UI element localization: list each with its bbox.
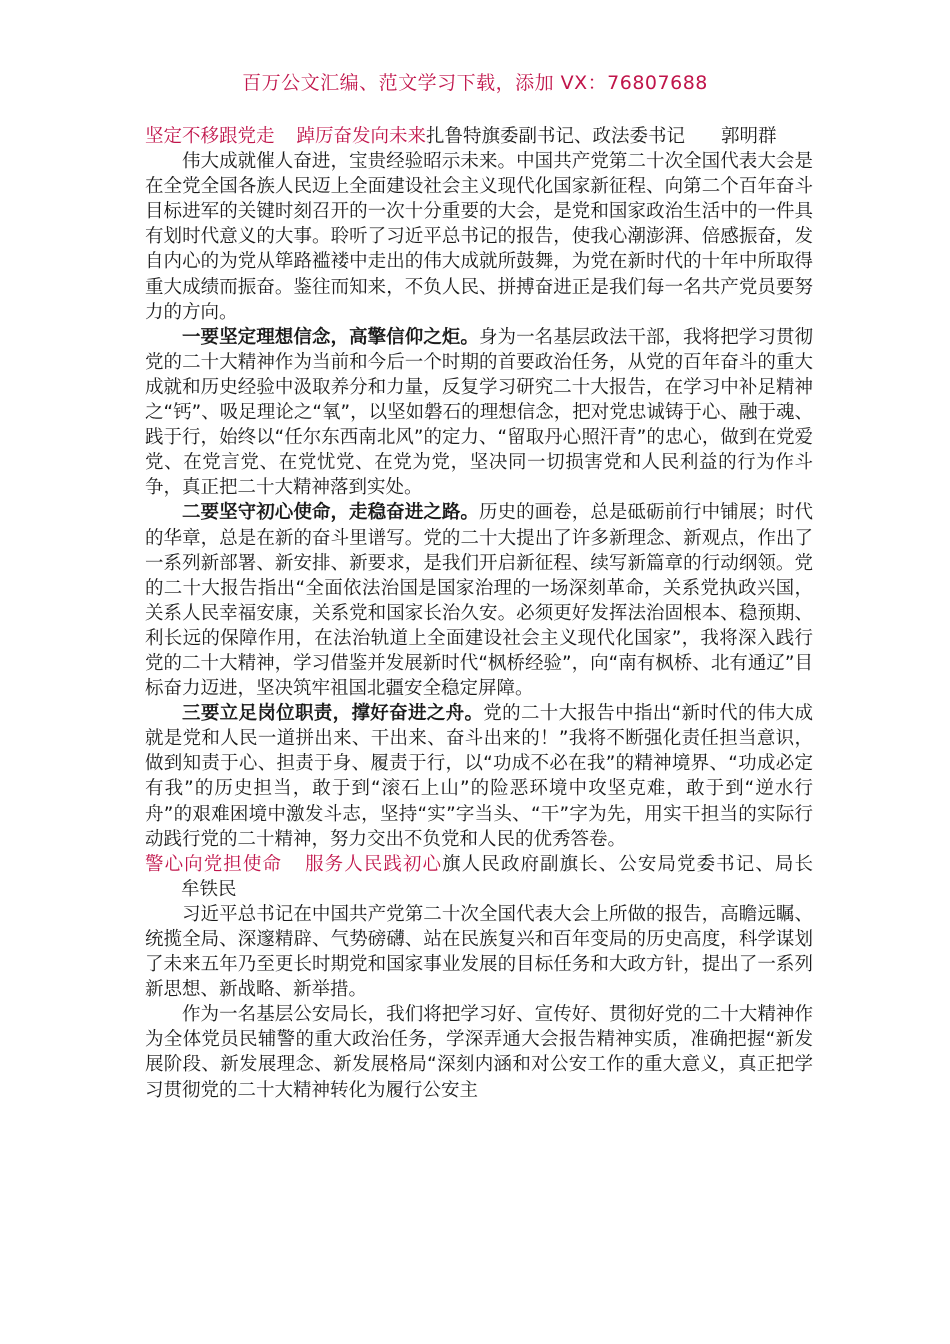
article1-point1-heading: 一要坚定理想信念，高擎信仰之炬。 [182,326,479,348]
article1-point1-paragraph [145,325,813,501]
article2-title-part2: 服务人民践初心 [304,853,443,875]
article1-title-part1: 坚定不移跟党走 [145,126,275,147]
article1-point2-body: 历史的画卷，总是砥砺前行中铺展；时代的华章，总是在新的奋斗里谱写。党的二十大提出了许多新理念、新观点，作出了一系列新部署、新安排、新要求，是我们开启新征程、续写新篇章的行动纲领。党的二十大报告指出“全面依法治国是国家治理的一场深刻革命，关系党执政兴国，关系人民幸福安康，关系党和国家长治久安。必须更好发挥法治固根本、稳预期、利长远的保障作用，在法治轨道上全面建设社会主义现代化国家”，我将深入践行党的二十大精神，学习借鉴并发展新时代“枫桥经验”，向“南有枫桥、北有通辽”目标奋力迈进，坚决筑牢祖国北疆安全稳定屏障。 [145,502,813,700]
article1-point3-paragraph [145,701,813,852]
article1-intro-paragraph: 伟大成就催人奋进，宝贵经验昭示未来。中国共产党第二十次全国代表大会是在全党全国各族人民迈上全面建设社会主义现代化国家新征程、向第二个百年奋斗目标进军的关键时刻召开的一次十分重要的大会，是党和国家政治生活中的一件具有划时代意义的大事。聆听了习近平总书记的报告，使我心潮澎湃、倍感振奋，发自内心的为党从筚路褴褛中走出的伟大成就所鼓舞，为党在新时代的十年中所取得重大成绩而振奋。鉴往而知来，不负人民、拼搏奋进正是我们每一名共产党员要努力的方向。 [145,151,813,323]
article1-point1-body: 身为一名基层政法干部，我将把学习贯彻党的二十大精神作为当前和今后一个时期的首要政治任务，从党的百年奋斗的重大成就和历史经验中汲取养分和力量，反复学习研究二十大报告，在学习中补足精神之“钙”、吸足理论之“氧”，以坚如磐石的理想信念，把对党忠诚铸于心、融于魂、践于行，始终以“任尔东西南北风”的定力、“留取丹心照汗青”的忠心，做到在党爱党、在党言党、在党忧党、在党为党，坚决同一切损害党和人民利益的行为作斗争，真正把二十大精神落到实处。 [145,326,813,499]
article2-byline-name: 牟铁民 [181,878,237,900]
watermark-banner: 百万公文汇编、范文学习下载，添加 VX：76807688 [242,72,708,94]
article1-byline-name: 郭明群 [721,126,777,147]
article2-byline-role: 旗人民政府副旗长、公安局党委书记、局长 [442,853,813,875]
article1-point3-heading: 三要立足岗位职责，撑好奋进之舟。 [182,703,484,725]
article1-point2-heading: 二要坚守初心使命，走稳奋进之路。 [182,502,479,524]
document-body [145,124,813,1103]
article1-title-part2: 踔厉奋发向未来 [296,126,427,147]
article2-heading [145,852,813,902]
article2-paragraph-2: 作为一名基层公安局长，我们将把学习好、宣传好、贯彻好党的二十大精神作为全体党员民辅警的重大政治任务，学深弄通大会报告精神实质，准确把握“新发展阶段、新发展理念、新发展格局“深刻内涵和对公安工作的重大意义，真正把学习贯彻党的二十大精神转化为履行公安主 [145,1004,813,1101]
article1-heading [145,124,813,149]
article1-byline-role: 扎鲁特旗委副书记、政法委书记 [426,126,686,147]
article2-paragraph-1: 习近平总书记在中国共产党第二十次全国代表大会上所做的报告，高瞻远瞩、统揽全局、深邃精辟、气势磅礴、站在民族复兴和百年变局的历史高度，科学谋划了未来五年乃至更长时期党和国家事业发展的目标任务和大政方针，提出了一系列新思想、新战略、新举措。 [145,903,813,1001]
article1-point2-paragraph [145,500,813,701]
article1-point3-body: 党的二十大报告中指出“新时代的伟大成就是党和人民一道拼出来、干出来、奋斗出来的！”我将不断强化责任担当意识，做到知责于心、担责于身、履责于行，以“功成不必在我”的精神境界、“功成必定有我”的历史担当，敢于到“滚石上山”的险恶环境中攻坚克难，敢于到“逆水行舟”的艰难困境中激发斗志，坚持“实”字当头、“干”字为先，用实干担当的实际行动践行党的二十精神，努力交出不负党和人民的优秀答卷。 [145,703,813,850]
article2-title-part1: 警心向党担使命 [145,853,283,875]
